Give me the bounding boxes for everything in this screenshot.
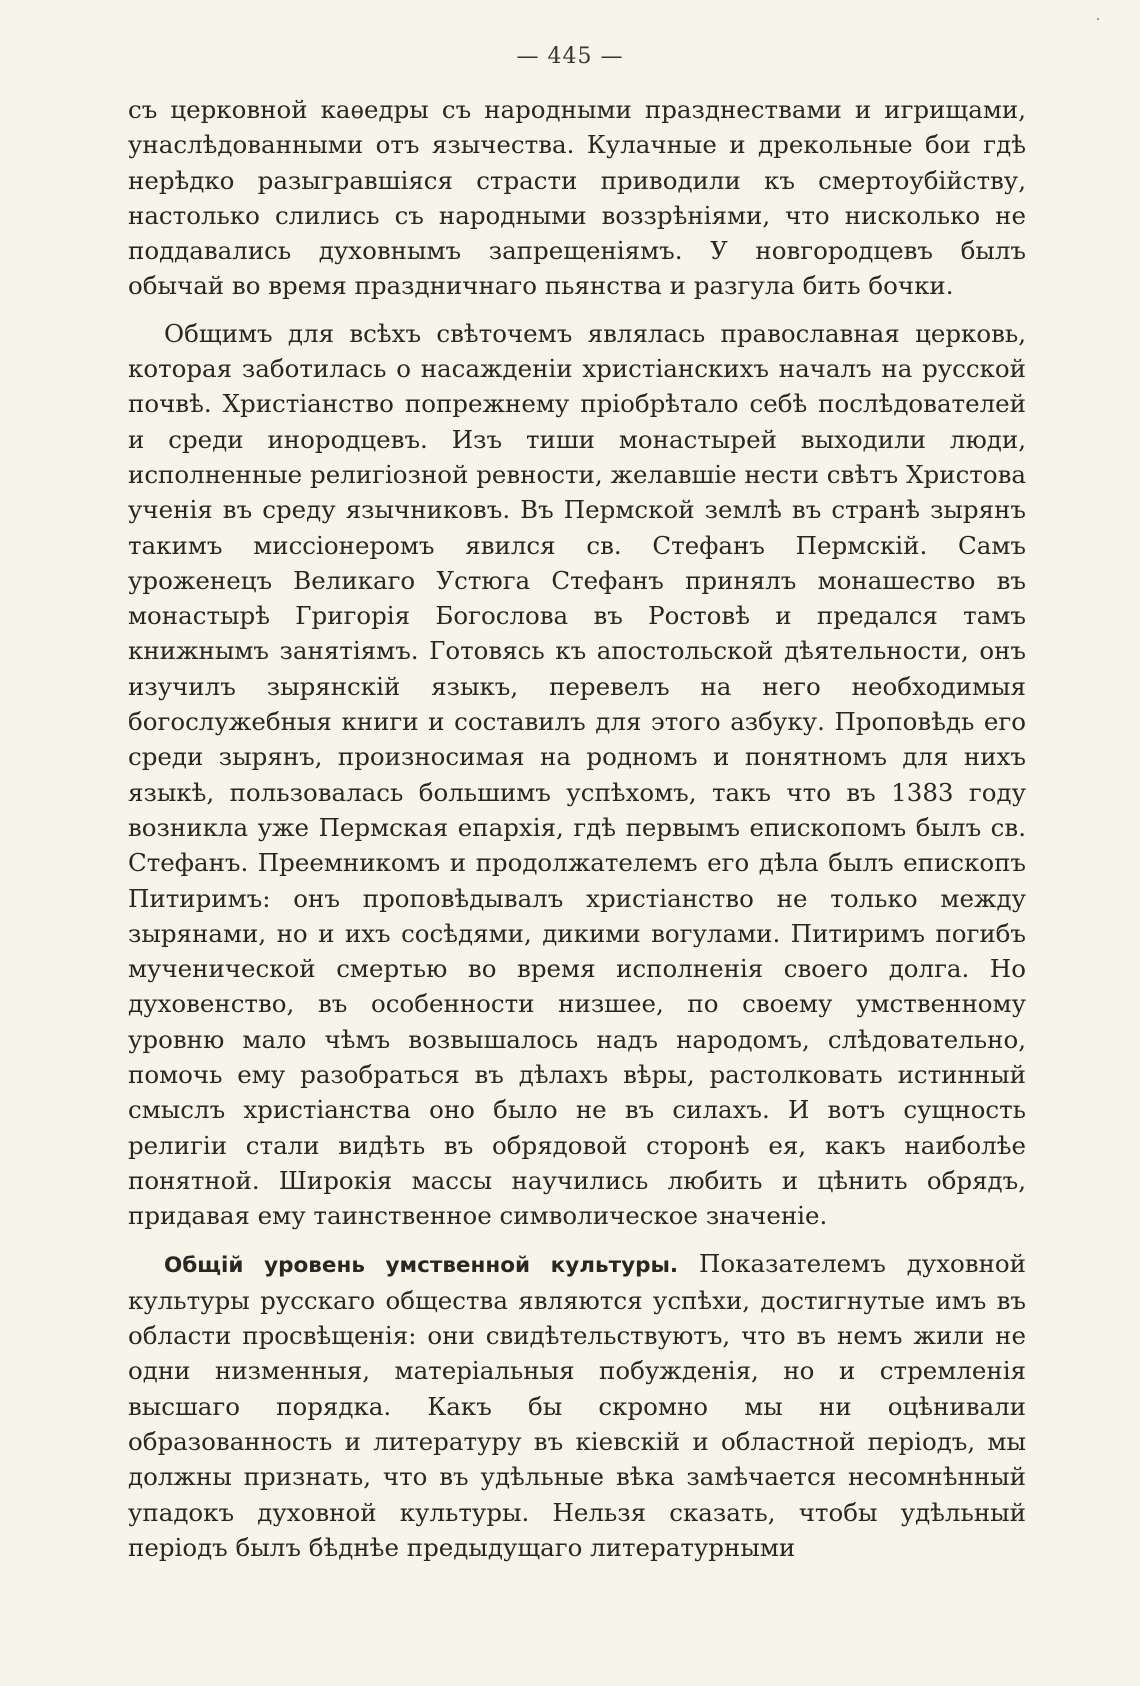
paragraph-3-body: Показателемъ духовной культуры русскаго общества являются успѣхи, достигнутые имъ въ области просвѣщенія: они свидѣтельствуютъ, что въ немъ жили не одни низменныя, матеріальныя побужденія, но и стремленія высшаго порядка. Какъ бы скромно мы ни оцѣнивали образованность и литературу въ кіевскій и областной періодъ, мы должны признать, что въ удѣльные вѣка замѣчается несомнѣнный упадокъ духовной культуры. Нельзя сказать, чтобы удѣльный періодъ былъ бѣднѣе предыдущаго литературными <box>128 1248 1026 1562</box>
paragraph-1: съ церковной каѳедры съ народными празднествами и игрищами, унаслѣдованными отъ язычества. Кулачные и дрекольные бои гдѣ нерѣдко разыгравшіяся страсти приводили къ смертоубійству, настолько слились съ народными воззрѣніями, что нисколько не поддавались духовнымъ запрещеніямъ. У новгородцевъ былъ обычай во время праздничнаго пьянства и разгула бить бочки. <box>128 95 1026 301</box>
body-text <box>128 92 1026 1565</box>
scan-speck <box>1097 18 1099 20</box>
paragraph-3 <box>128 1246 1026 1566</box>
section-heading: Общій уровень умственной культуры. <box>164 1252 679 1278</box>
page-number: — 445 — <box>516 44 624 69</box>
paragraph-2: Общимъ для всѣхъ свѣточемъ являлась православная церковь, которая заботилась о насажденіи христіанскихъ началъ на русской почвѣ. Христіанство попрежнему пріобрѣтало себѣ послѣдователей и среди инородцевъ. Изъ тиши монастырей выходили люди, исполненные религіозной ревности, желавшіе нести свѣтъ Христова ученія въ среду язычниковъ. Въ Пермской землѣ въ странѣ зырянъ такимъ миссіонеромъ явился св. Стефанъ Пермскій. Самъ уроженецъ Великаго Устюга Стефанъ принялъ монашество въ монастырѣ Григорія Богослова въ Ростовѣ и предался тамъ книжнымъ занятіямъ. Готовясь къ апостольской дѣятельности, онъ изучилъ зырянскій языкъ, перевелъ на него необходимыя богослужебныя книги и составилъ для этого азбуку. Проповѣдь его среди зырянъ, произносимая на родномъ и понятномъ для нихъ языкѣ, пользовалась большимъ успѣхомъ, такъ что въ 1383 году возникла уже Пермская епархія, гдѣ первымъ епископомъ былъ св. Стефанъ. Преемникомъ и продолжателемъ его дѣла былъ епископъ Питиримъ: онъ проповѣдывалъ христіанство не только между зырянами, но и ихъ сосѣдями, дикими вогулами. Питиримъ погибъ мученической смертью во время исполненія своего долга. Но духовенство, въ особенности низшее, по своему умственному уровню мало чѣмъ возвышалось надъ народомъ, слѣдовательно, помочь ему разобраться въ дѣлахъ вѣры, растолковать истинный смыслъ христіанства оно было не въ силахъ. И вотъ сущность религіи стали видѣть въ обрядовой сторонѣ ея, какъ наиболѣе понятной. Широкія массы научились любить и цѣнить обрядъ, придавая ему таинственное символическое значеніе. <box>128 318 1026 1231</box>
